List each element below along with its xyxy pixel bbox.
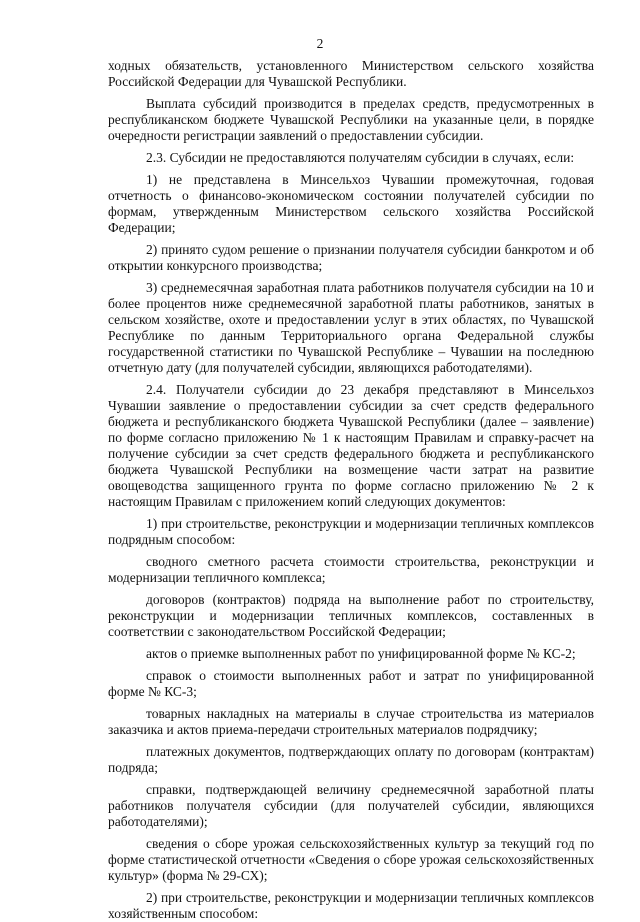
paragraph: платежных документов, подтверждающих оплату по договорам (контрактам) подряда; xyxy=(108,744,594,775)
paragraph: справок о стоимости выполненных работ и затрат по унифицированной форме № КС-3; xyxy=(108,668,594,699)
paragraph: 2) принято судом решение о признании получателя субсидии банкротом и об открытии конкурсного производства; xyxy=(108,242,594,273)
paragraph: договоров (контрактов) подряда на выполнение работ по строительству, реконструкции и модернизации тепличных комплексов, составленных в соответствии с законодательством Российской Федерации; xyxy=(108,592,594,639)
paragraph: 2) при строительстве, реконструкции и модернизации тепличных комплексов хозяйственным способом: xyxy=(108,890,594,921)
page-number: 2 xyxy=(316,36,324,51)
paragraph: 1) не представлена в Минсельхоз Чувашии промежуточная, годовая отчетность о финансово-экономическом состоянии получателей субсидии по формам, утвержденным Министерством сельского хозяйства Российской Федерации; xyxy=(108,172,594,235)
paragraph: товарных накладных на материалы в случае строительства из материалов заказчика и актов приема-передачи строительных материалов подрядчику; xyxy=(108,706,594,737)
document-body xyxy=(108,58,594,922)
paragraph: сводного сметного расчета стоимости строительства, реконструкции и модернизации тепличного комплекса; xyxy=(108,554,594,585)
paragraph: 1) при строительстве, реконструкции и модернизации тепличных комплексов подрядным способом: xyxy=(108,516,594,547)
paragraph: 2.3. Субсидии не предоставляются получателям субсидии в случаях, если: xyxy=(146,150,575,165)
paragraph: актов о приемке выполненных работ по унифицированной форме № КС-2; xyxy=(146,646,576,661)
paragraph: справки, подтверждающей величину среднемесячной заработной платы работников получателя субсидии (для получателей субсидии, являющихся работодателями); xyxy=(108,782,594,829)
paragraph: 2.4. Получатели субсидии до 23 декабря представляют в Минсельхоз Чувашии заявление о предоставлении субсидии за счет средств федерального бюджета и республиканского бюджета Чувашской Республики (далее – заявление) по форме согласно приложению № 1 к настоящим Правилам и справку-расчет на получение субсидии за счет средств федерального бюджета и республиканского бюджета Чувашской Республики на возмещение части затрат на развитие овощеводства защищенного грунта по форме согласно приложению № 2 к настоящим Правилам с приложением копий следующих документов: xyxy=(108,382,594,509)
paragraph: 3) среднемесячная заработная плата работников получателя субсидии на 10 и более процентов ниже среднемесячной заработной платы работников, занятых в сельском хозяйстве, охоте и предоставлении услуг в этих областях, по Чувашской Республике по данным Территориального органа Федеральной службы государственной статистики по Чувашской Республике – Чувашии на последнюю отчетную дату (для получателей субсидии, являющихся работодателями). xyxy=(108,280,594,375)
paragraph: ходных обязательств, установленного Министерством сельского хозяйства Российской Федерации для Чувашской Республики. xyxy=(108,58,594,89)
paragraph: сведения о сборе урожая сельскохозяйственных культур за текущий год по форме статистической отчетности «Сведения о сборе урожая сельскохозяйственных культур» (форма № 29-СХ); xyxy=(108,836,594,883)
paragraph: Выплата субсидий производится в пределах средств, предусмотренных в республиканском бюджете Чувашской Республики на указанные цели, в порядке очередности регистрации заявлений о предоставлении субсидии. xyxy=(108,96,594,143)
